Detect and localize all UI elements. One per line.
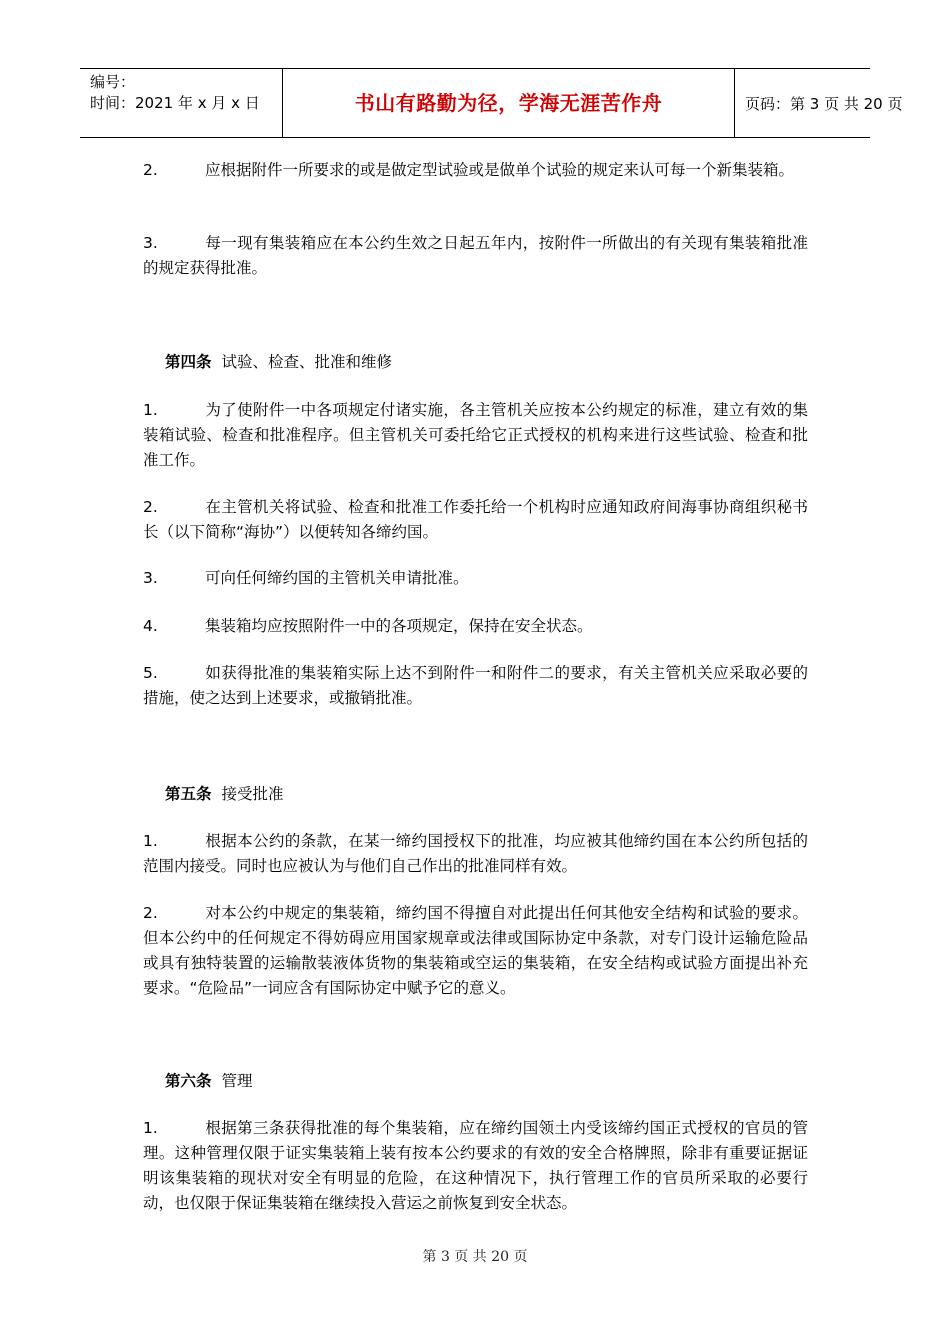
paragraph-text: 如获得批准的集装箱实际上达不到附件一和附件二的要求，有关主管机关应采取必要的措施，使之达到上述要求，或撤销批准。 xyxy=(143,664,808,707)
paragraph-5-2 xyxy=(143,901,808,1001)
number-label: 编号： xyxy=(90,73,136,91)
article-number: 第四条 xyxy=(165,353,212,371)
header-motto-cell xyxy=(282,69,735,137)
item-number: 3. xyxy=(143,569,158,587)
motto: 书山有路勤为径，学海无涯苦作舟 xyxy=(354,91,663,115)
item-number: 2. xyxy=(143,161,158,179)
item-number: 1. xyxy=(143,832,158,850)
paragraph-text: 根据第三条获得批准的每个集装箱，应在缔约国领土内受该缔约国正式授权的官员的管理。这种管理仅限于证实集装箱上装有按本公约要求的有效的安全合格牌照，除非有重要证据证明该集装箱的现状对安全有明显的危险，在这种情况下，执行管理工作的官员所采取的必要行动，也仅限于保证集装箱在继续投入营运之前恢复到安全状态。 xyxy=(143,1119,808,1212)
item-number: 2. xyxy=(143,904,158,922)
paragraph-text: 为了使附件一中各项规定付诸实施，各主管机关应按本公约规定的标准，建立有效的集装箱试验、检查和批准程序。但主管机关可委托给它正式授权的机构来进行这些试验、检查和批准工作。 xyxy=(143,401,808,469)
paragraph-4-1 xyxy=(143,398,808,473)
paragraph-text: 可向任何缔约国的主管机关申请批准。 xyxy=(205,569,469,587)
item-number: 4. xyxy=(143,617,158,635)
item-number: 5. xyxy=(143,664,158,682)
item-number: 1. xyxy=(143,401,158,419)
article-number: 第六条 xyxy=(165,1072,212,1090)
article-title: 试验、检查、批准和维修 xyxy=(221,353,393,371)
paragraph-4-2 xyxy=(143,495,808,545)
paragraph-text: 应根据附件一所要求的或是做定型试验或是做单个试验的规定来认可每一个新集装箱。 xyxy=(205,161,795,179)
item-number: 3. xyxy=(143,234,158,252)
article-number: 第五条 xyxy=(165,785,212,803)
paragraph-text: 根据本公约的条款，在某一缔约国授权下的批准，均应被其他缔约国在本公约所包括的范围内接受。同时也应被认为与他们自己作出的批准同样有效。 xyxy=(143,832,808,875)
article-title: 管理 xyxy=(221,1072,253,1090)
header-meta xyxy=(80,69,282,137)
page-code: 页码：第 3 页 共 20 页 xyxy=(745,95,903,113)
page-footer: 第 3 页 共 20 页 xyxy=(422,1249,528,1265)
article-4-heading xyxy=(165,350,392,375)
page-header xyxy=(80,68,903,138)
paragraph-4-4 xyxy=(143,614,808,639)
paragraph-3-2 xyxy=(143,158,808,183)
paragraph-6-1 xyxy=(143,1116,808,1216)
paragraph-text: 在主管机关将试验、检查和批准工作委托给一个机构时应通知政府间海事协商组织秘书长（以下简称“海协”）以便转知各缔约国。 xyxy=(143,498,808,541)
article-title: 接受批准 xyxy=(221,785,284,803)
paragraph-text: 集装箱均应按照附件一中的各项规定，保持在安全状态。 xyxy=(205,617,593,635)
time-label: 时间：2021 年 x 月 x 日 xyxy=(90,94,260,112)
article-5-heading xyxy=(165,782,284,807)
paragraph-4-3 xyxy=(143,566,808,591)
article-6-heading xyxy=(165,1069,253,1094)
paragraph-text: 对本公约中规定的集装箱，缔约国不得擅自对此提出任何其他安全结构和试验的要求。但本公约中的任何规定不得妨碍应用国家规章或法律或国际协定中条款，对专门设计运输危险品或具有独特装置的运输散装液体货物的集装箱或空运的集装箱，在安全结构或试验方面提出补充要求。“危险品”一词应含有国际协定中赋予它的意义。 xyxy=(143,904,808,997)
item-number: 1. xyxy=(143,1119,158,1137)
paragraph-4-5 xyxy=(143,661,808,711)
paragraph-5-1 xyxy=(143,829,808,879)
header-page-cell xyxy=(735,69,903,137)
paragraph-text: 每一现有集装箱应在本公约生效之日起五年内，按附件一所做出的有关现有集装箱批准的规定获得批准。 xyxy=(143,234,808,277)
paragraph-3-3 xyxy=(143,231,808,281)
item-number: 2. xyxy=(143,498,158,516)
